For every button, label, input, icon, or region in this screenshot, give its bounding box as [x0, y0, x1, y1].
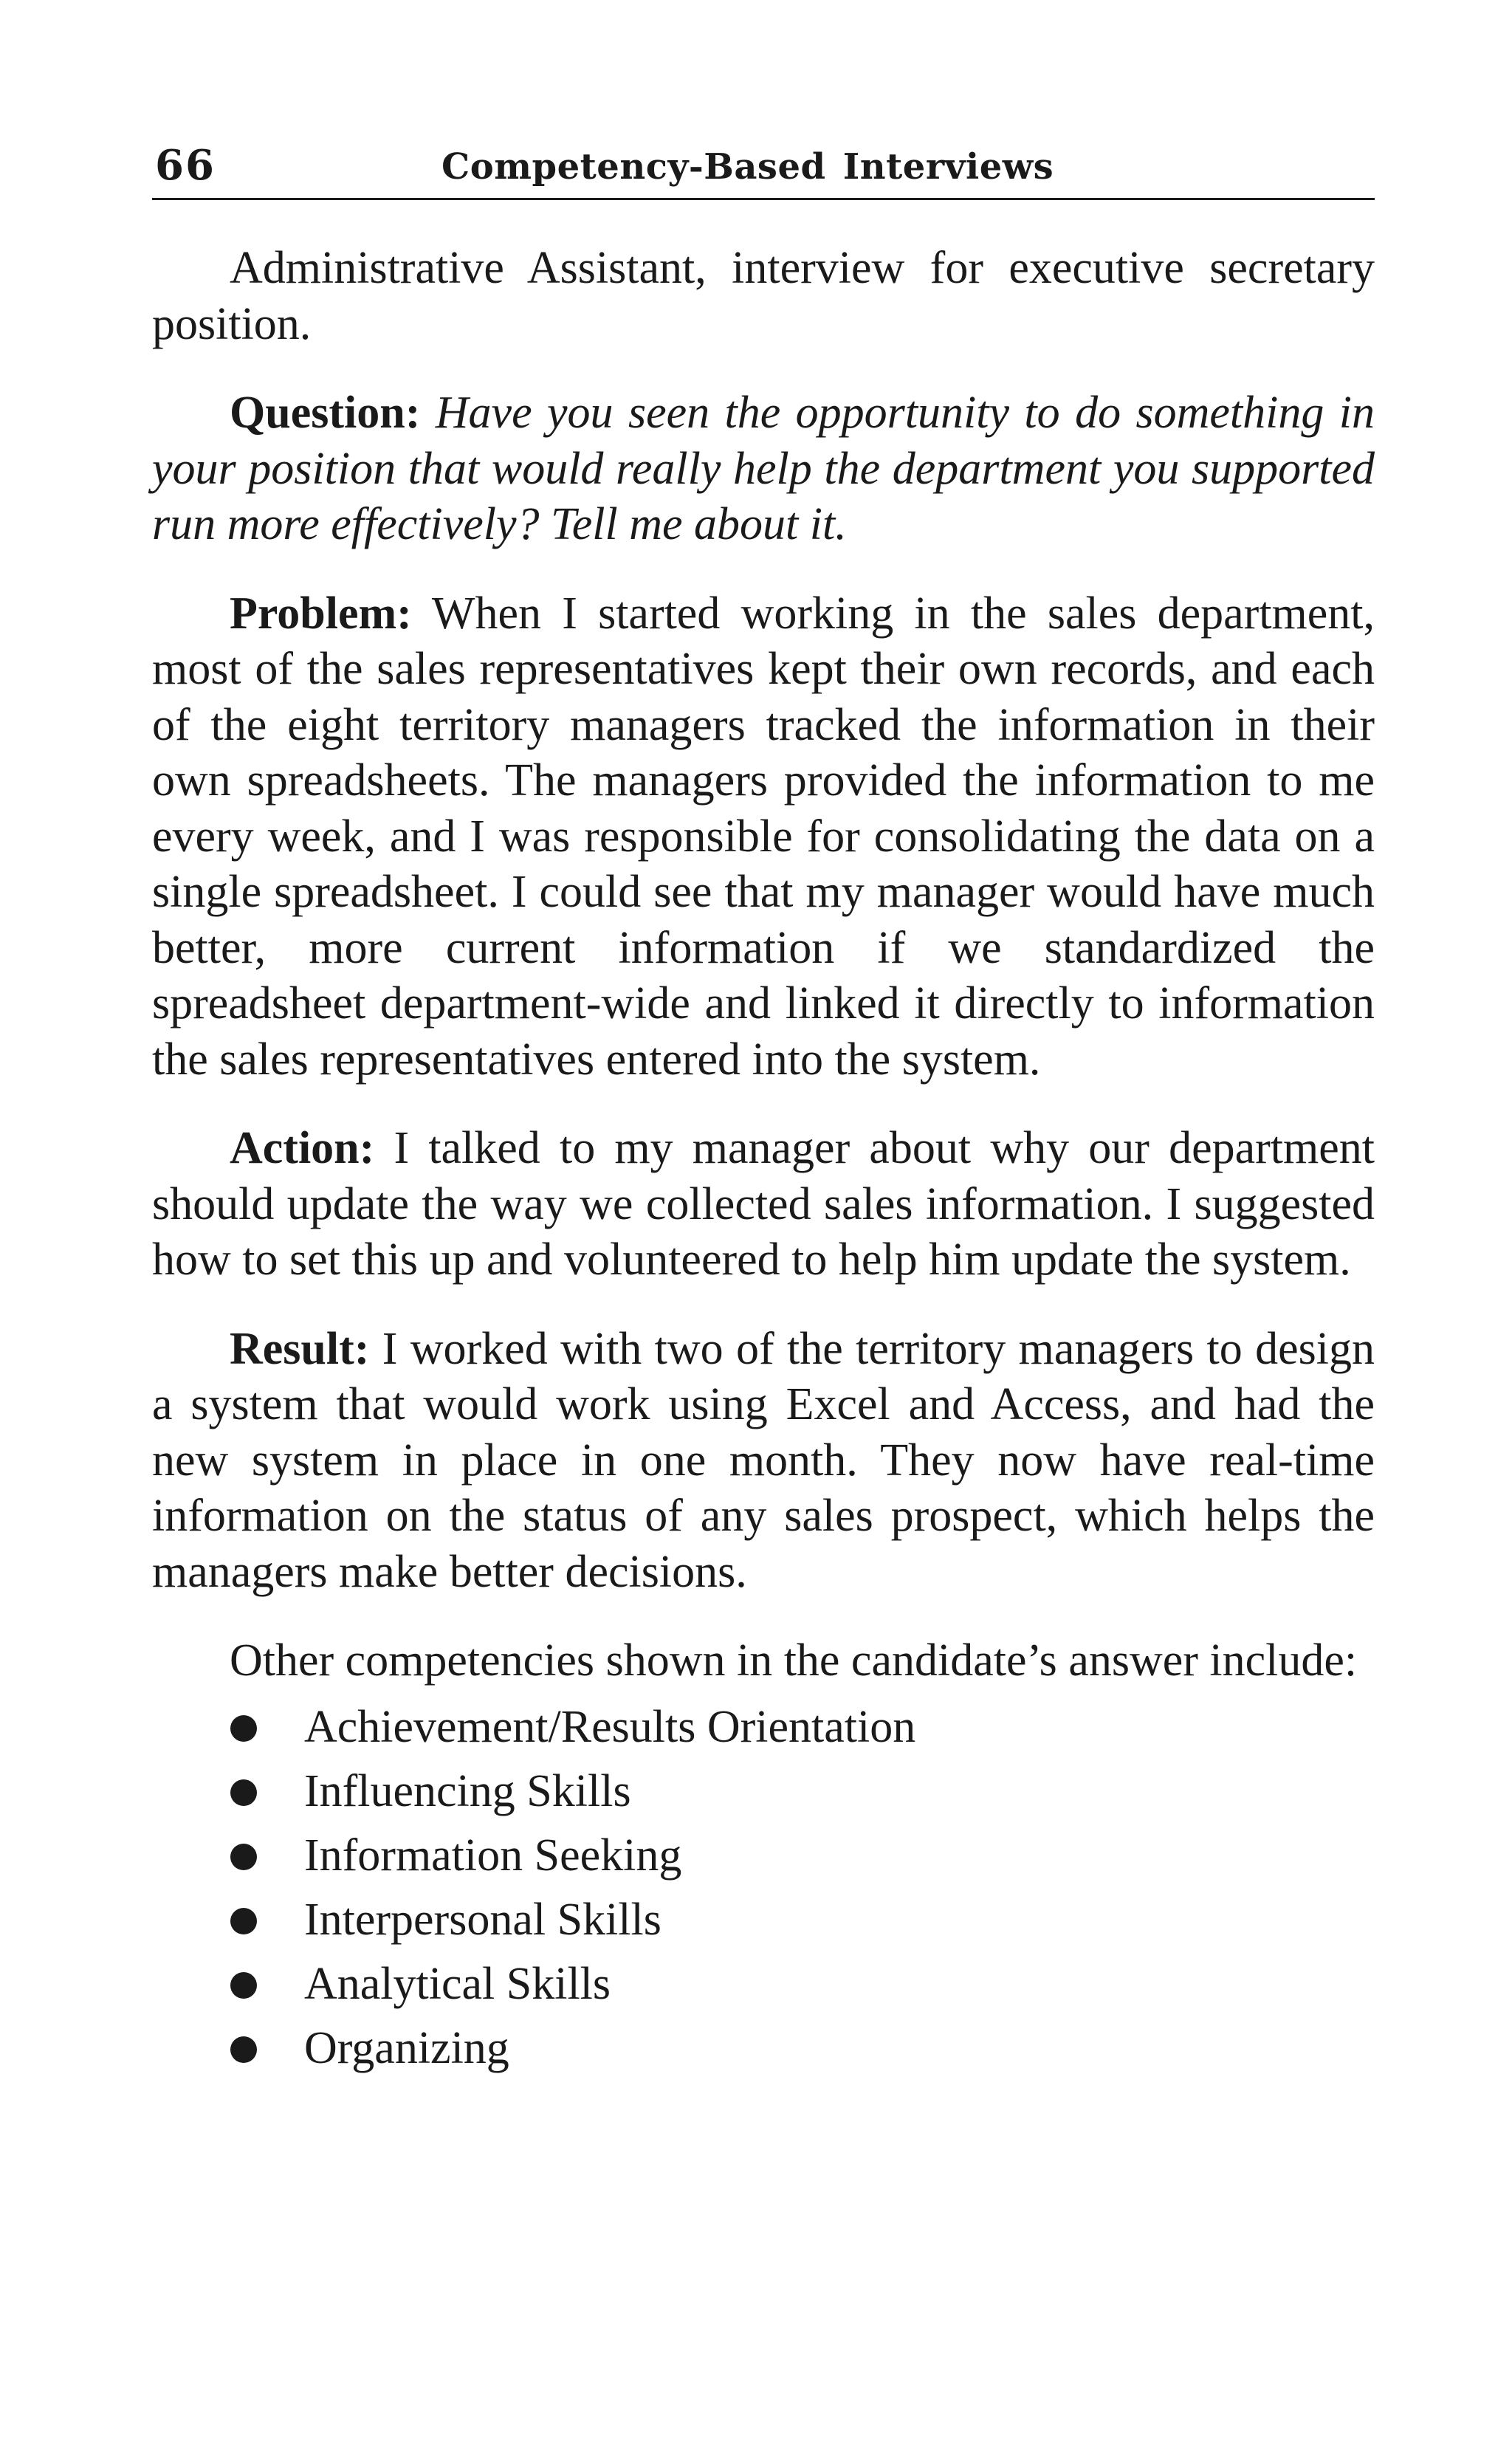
- list-item-text: Information Seeking: [304, 1830, 682, 1881]
- problem-label: Problem:: [230, 588, 412, 639]
- bullet-icon: [230, 1779, 257, 1806]
- action-label: Action:: [230, 1123, 375, 1173]
- problem-paragraph: [152, 586, 1375, 1088]
- list-item-text: Interpersonal Skills: [304, 1894, 662, 1945]
- list-item: [152, 1759, 1375, 1824]
- action-text: I talked to my manager about why our department should update the way we collected sales information. I suggested how to set this up and volunteered to help him update the system.: [152, 1123, 1375, 1285]
- question-label: Question:: [230, 388, 421, 438]
- question-text: Have you seen the opportunity to do something in your position that would really help the department you supported run more effectively? Tell me about it.: [152, 388, 1375, 549]
- competencies-intro: Other competencies shown in the candidate’s answer include:: [230, 1635, 1358, 1686]
- list-item-text: Organizing: [304, 2022, 509, 2073]
- list-item: [152, 1952, 1375, 2016]
- competencies-list: [152, 1695, 1375, 2081]
- list-item-text: Achievement/Results Orientation: [304, 1701, 916, 1752]
- result-label: Result:: [230, 1323, 370, 1374]
- bullet-icon: [230, 1715, 257, 1742]
- question-paragraph: [152, 385, 1375, 553]
- bullet-icon: [230, 1908, 257, 1934]
- intro-paragraph: Administrative Assistant, interview for executive secretary position.: [152, 243, 1375, 349]
- running-title: Competency-Based Interviews: [441, 146, 1054, 188]
- bullet-icon: [230, 1844, 257, 1870]
- list-item: [152, 2016, 1375, 2081]
- bullet-icon: [230, 1972, 257, 1999]
- body-text: [152, 241, 1375, 2081]
- result-text: I worked with two of the territory managers to design a system that would work using Excel and Access, and had the new system in place in one month. They now have real-time information on the status of any sales prospect, which helps the managers make better decisions.: [152, 1323, 1375, 1597]
- page-number: 66: [155, 141, 216, 190]
- list-item: [152, 1695, 1375, 1759]
- running-header: [152, 142, 1375, 200]
- list-item: [152, 1824, 1375, 1888]
- list-item-text: Analytical Skills: [304, 1958, 611, 2009]
- list-item: [152, 1888, 1375, 1952]
- result-paragraph: [152, 1322, 1375, 1601]
- action-paragraph: [152, 1121, 1375, 1288]
- problem-text: When I started working in the sales department, most of the sales representatives kept their own records, and each of the eight territory managers tracked the information in their own spreadsheets. The managers provided the information to me every week, and I was responsible for consolidating the data on a single spreadsheet. I could see that my manager would have much better, more current information if we standardized the spreadsheet department-wide and linked it directly to information the sales representatives entered into the system.: [152, 588, 1375, 1085]
- bullet-icon: [230, 2036, 257, 2063]
- list-item-text: Influencing Skills: [304, 1765, 631, 1816]
